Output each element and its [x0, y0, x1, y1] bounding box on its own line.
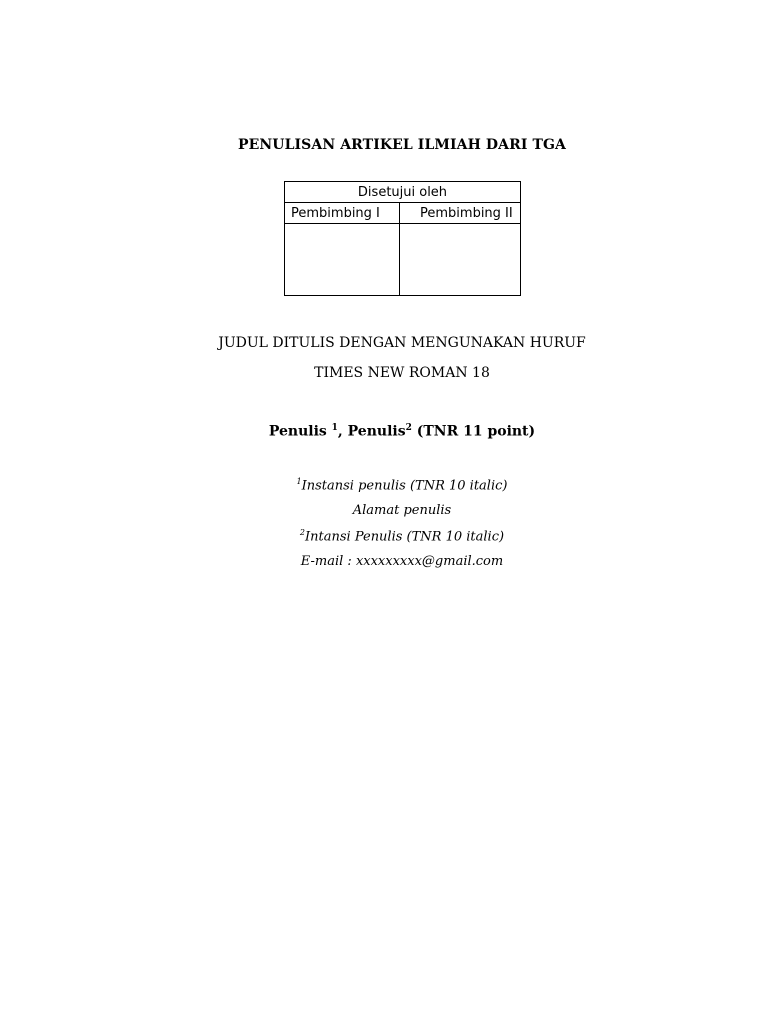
approval-table: [284, 181, 521, 296]
author-1-superscript: 1: [331, 423, 338, 433]
affiliation-1: [0, 477, 768, 493]
supervisor-2-signature-box: [400, 224, 521, 296]
main-title-line-2: TIMES NEW ROMAN 18: [314, 365, 490, 381]
author-email: E-mail : xxxxxxxxx@gmail.com: [300, 554, 504, 569]
main-title-line-1: JUDUL DITULIS DENGAN MENGUNAKAN HURUF: [218, 335, 586, 351]
author-2: , Penulis: [337, 423, 406, 440]
authors-line: [0, 423, 768, 440]
author-2-superscript: 2: [405, 423, 412, 433]
approval-header: Disetujui oleh: [285, 182, 521, 203]
supervisor-1-label: Pembimbing I: [285, 203, 400, 224]
author-address: Alamat penulis: [352, 503, 452, 518]
affiliation-2-text: Intansi Penulis (TNR 10 italic): [305, 529, 505, 545]
affiliation-2: [0, 528, 768, 544]
supervisor-2-label: Pembimbing II: [400, 203, 521, 224]
author-1: Penulis: [268, 423, 332, 440]
affiliation-2-superscript: 2: [299, 528, 306, 537]
affiliation-1-text: Instansi penulis (TNR 10 italic): [301, 478, 508, 494]
supervisor-1-signature-box: [285, 224, 400, 296]
affiliation-1-superscript: 1: [296, 477, 302, 486]
document-title: PENULISAN ARTIKEL ILMIAH DARI TGA: [237, 137, 566, 153]
author-format-note: (TNR 11 point): [411, 423, 536, 440]
